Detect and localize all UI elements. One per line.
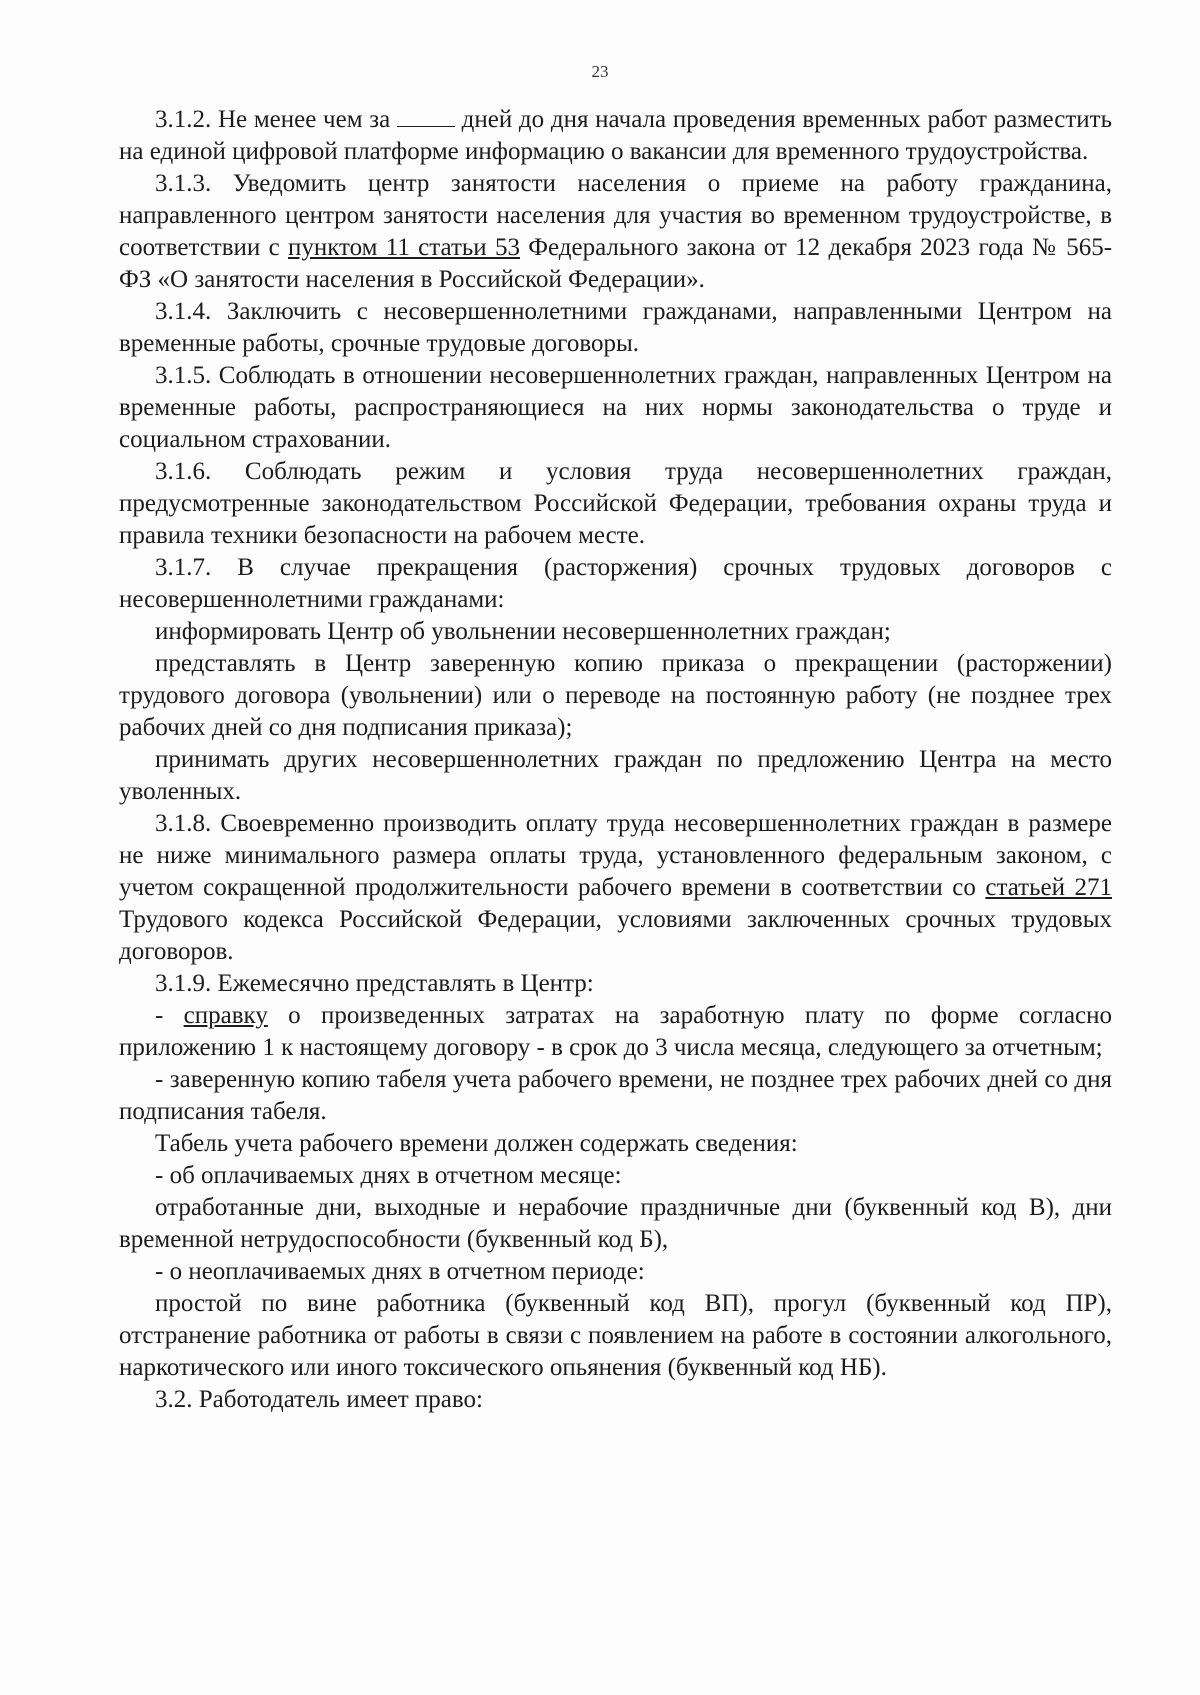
blank-days-field <box>397 108 455 127</box>
clause-3-1-3-text-b: Федерального закона от 12 декабря 2023 года № 565-ФЗ «О занятости населения в Российской Федерации». <box>119 234 1113 293</box>
clause-3-2: 3.2. Работодатель имеет право: <box>155 1386 483 1413</box>
clause-3-1-7: 3.1.7. В случае прекращения (расторжения) срочных трудовых договоров с несовершеннолетними гражданами: <box>119 554 1112 613</box>
document-body <box>119 104 1112 1416</box>
clause-3-1-9-item-certificate <box>119 1000 1112 1064</box>
clause-3-1-7-item-submit-copy: представлять в Центр заверенную копию приказа о прекращении (расторжении) трудового договора (увольнении) или о переводе на постоянную работу (не позднее трех рабочих дней со дня подписания приказа); <box>119 650 1112 741</box>
timesheet-intro: Табель учета рабочего времени должен содержать сведения: <box>155 1130 798 1157</box>
unpaid-days-text: простой по вине работника (буквенный код ВП), прогул (буквенный код ПР), отстранение работника от работы в связи с появлением на работе в состоянии алкогольного, наркотического или иного токсического опьянения (буквенный код НБ). <box>119 1290 1112 1381</box>
clause-3-1-9-item-certificate-text: о произведенных затратах на заработную плату по форме согласно приложению 1 к настоящему договору - в срок до 3 числа месяца, следующего за отчетным; <box>119 1002 1113 1061</box>
paid-days-text: отработанные дни, выходные и нерабочие праздничные дни (буквенный код В), дни временной нетрудоспособности (буквенный код Б), <box>119 1194 1112 1253</box>
clause-3-1-9: 3.1.9. Ежемесячно представлять в Центр: <box>155 970 594 997</box>
clause-3-1-8 <box>119 808 1112 968</box>
clause-3-1-9-item-timesheet: - заверенную копию табеля учета рабочего времени, не позднее трех рабочих дней со дня подписания табеля. <box>119 1066 1112 1125</box>
clause-3-1-8-text-b: Трудового кодекса Российской Федерации, условиями заключенных срочных трудовых договоров. <box>119 906 1112 965</box>
link-article-271[interactable]: статьей 271 <box>985 874 1113 901</box>
unpaid-days-heading: - о неоплачиваемых днях в отчетном периоде: <box>155 1258 645 1285</box>
clause-3-1-4: 3.1.4. Заключить с несовершеннолетними гражданами, направленными Центром на временные работы, срочные трудовые договоры. <box>119 298 1112 357</box>
clause-3-1-9-item-prefix: - <box>155 1002 164 1029</box>
page-number: 23 <box>591 62 609 81</box>
paid-days-heading: - об оплачиваемых днях в отчетном месяце: <box>155 1162 622 1189</box>
clause-3-1-8-text-a: 3.1.8. Своевременно производить оплату труда несовершеннолетних граждан в размере не ниже минимального размера оплаты труда, установленного федеральным законом, с учетом сокращенной продолжительности рабочего времени в соответствии со <box>119 810 1112 901</box>
clause-3-1-6: 3.1.6. Соблюдать режим и условия труда несовершеннолетних граждан, предусмотренные законодательством Российской Федерации, требования охраны труда и правила техники безопасности на рабочем месте. <box>119 458 1112 549</box>
clause-3-1-5: 3.1.5. Соблюдать в отношении несовершеннолетних граждан, направленных Центром на временные работы, распространяющиеся на них нормы законодательства о труде и социальном страховании. <box>119 362 1112 453</box>
link-certificate-form[interactable]: справку <box>183 1002 268 1029</box>
clause-3-1-2-text-after: дней до дня начала проведения временных работ разместить на единой цифровой платформе информацию о вакансии для временного трудоустройства. <box>119 106 1112 165</box>
clause-3-1-3 <box>119 168 1112 296</box>
clause-3-1-2-text-before: 3.1.2. Не менее чем за <box>155 106 391 133</box>
link-article-53[interactable]: пунктом 11 статьи 53 <box>287 234 520 261</box>
clause-3-1-7-item-inform: информировать Центр об увольнении несовершеннолетних граждан; <box>155 618 891 645</box>
clause-3-1-2 <box>119 104 1112 168</box>
clause-3-1-3-text-a: 3.1.3. Уведомить центр занятости населения о приеме на работу гражданина, направленного центром занятости населения для участия во временном трудоустройстве, в соответствии с <box>119 170 1112 261</box>
clause-3-1-7-item-hire-others: принимать других несовершеннолетних граждан по предложению Центра на место уволенных. <box>119 746 1112 805</box>
